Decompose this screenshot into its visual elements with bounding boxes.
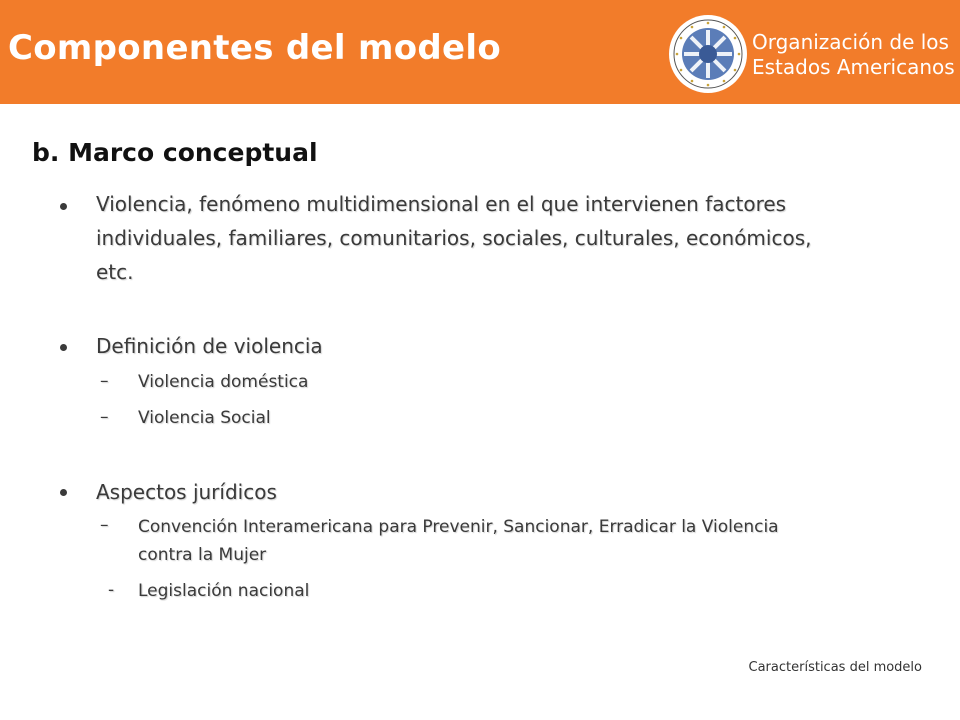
bullet-marker xyxy=(60,344,67,351)
bullet-1-line-3: etc. xyxy=(96,260,134,284)
sub-bullet-dash: – xyxy=(100,371,109,391)
sub-bullet-dash: – xyxy=(100,515,109,535)
bullet-3: Aspectos jurídicos xyxy=(96,480,277,504)
bullet-marker xyxy=(60,203,67,210)
org-name-line-1: Organización de los xyxy=(752,30,949,54)
bullet-2-sub-1: Violencia doméstica xyxy=(138,372,309,392)
sub-bullet-hyphen: - xyxy=(108,580,115,600)
section-subtitle: b. Marco conceptual xyxy=(32,138,318,167)
sub-bullet-dash: – xyxy=(100,407,109,427)
bullet-marker xyxy=(60,489,67,496)
slide-title: Componentes del modelo xyxy=(8,28,501,68)
oas-seal-icon xyxy=(668,14,748,94)
bullet-2: Definición de violencia xyxy=(96,334,323,358)
footer-text: Características del modelo xyxy=(748,660,922,675)
bullet-3-sub-1-line-2: contra la Mujer xyxy=(138,545,267,565)
organization-name xyxy=(752,30,955,80)
bullet-3-sub-2: Legislación nacional xyxy=(138,581,310,601)
bullet-1-line-1: Violencia, fenómeno multidimensional en el que intervienen factores xyxy=(96,192,787,216)
org-name-line-2: Estados Americanos xyxy=(752,55,955,79)
bullet-2-sub-2: Violencia Social xyxy=(138,408,271,428)
bullet-3-sub-1-line-1: Convención Interamericana para Prevenir, Sancionar, Erradicar la Violencia xyxy=(138,517,779,537)
header-bar xyxy=(0,0,960,104)
bullet-1-line-2: individuales, familiares, comunitarios, sociales, culturales, económicos, xyxy=(96,226,812,250)
